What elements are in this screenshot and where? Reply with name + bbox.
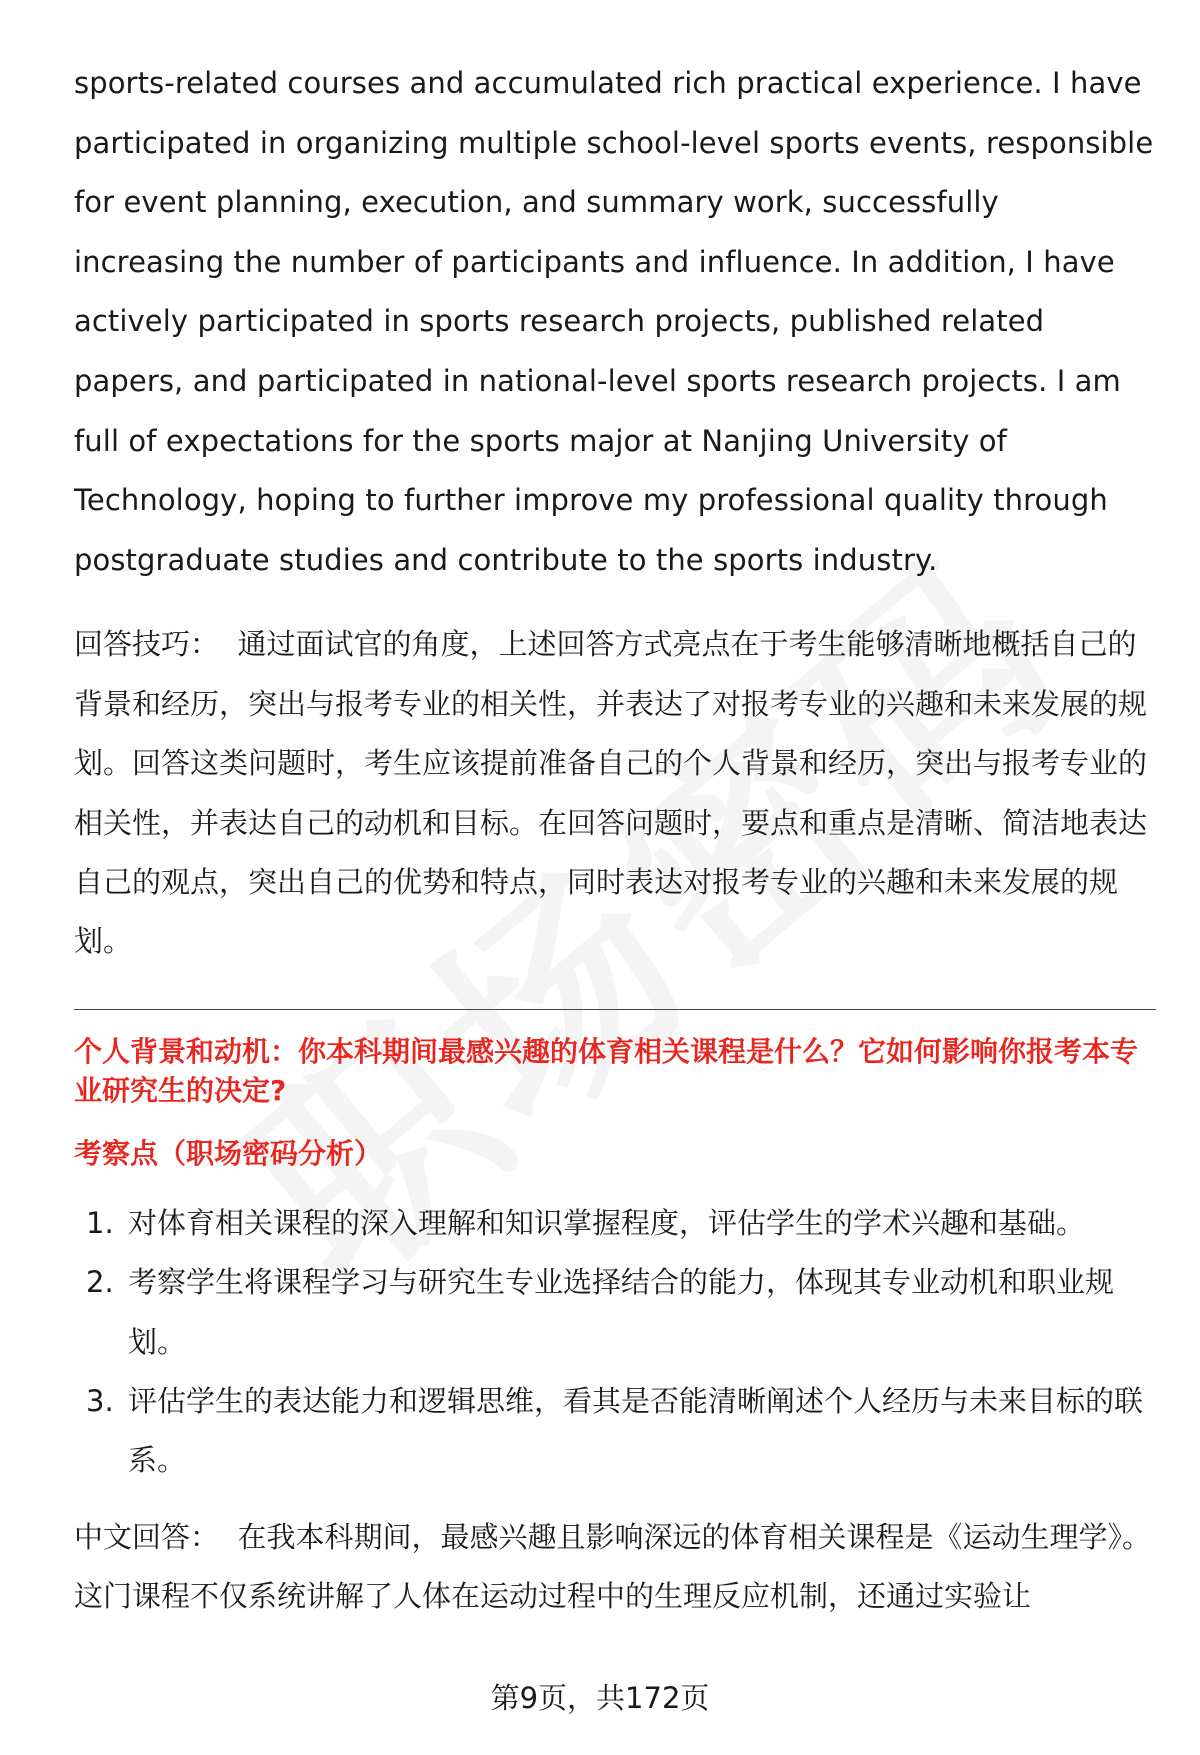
assessment-points-list	[74, 1194, 1156, 1491]
list-item-text: 评估学生的表达能力和逻辑思维，看其是否能清晰阐述个人经历与未来目标的联系。	[128, 1384, 1144, 1478]
list-item-text: 对体育相关课程的深入理解和知识掌握程度，评估学生的学术兴趣和基础。	[128, 1205, 1086, 1240]
list-item-text: 考察学生将课程学习与研究生专业选择结合的能力，体现其专业动机和职业规划。	[128, 1265, 1115, 1359]
list-item	[74, 1372, 1156, 1491]
section-title: 考察点（职场密码分析）	[74, 1136, 383, 1170]
page-number-footer: 第9页，共172页	[490, 1681, 710, 1715]
list-item-number: 2.	[86, 1265, 114, 1300]
list-item	[74, 1253, 1156, 1372]
list-item-number: 3.	[86, 1384, 114, 1418]
answer-tip-paragraph	[74, 615, 1156, 971]
page-content	[74, 54, 1156, 1627]
tip-text: 通过面试官的角度，上述回答方式亮点在于考生能够清晰地概括自己的背景和经历，突出与报考专业的相关性，并表达了对报考专业的兴趣和未来发展的规划。回答这类问题时，考生应该提前准备自己的个人背景和经历，突出与报考专业的相关性，并表达自己的动机和目标。在回答问题时，要点和重点是清晰、简洁地表达自己的观点，突出自己的优势和特点，同时表达对报考专业的兴趣和未来发展的规划。	[74, 627, 1148, 959]
question-heading: 个人背景和动机：你本科期间最感兴趣的体育相关课程是什么？它如何影响你报考本专业研究生的决定?	[74, 1034, 1139, 1107]
answer-label: 中文回答：	[74, 1519, 220, 1554]
english-answer-paragraph: sports-related courses and accumulated rich practical experience. I have participated in organizing multiple school-level sports events, responsible for event planning, execution, and summary work, successfully increasing the number of participants and influence. In addition, I have actively participated in sports research projects, published related papers, and participated in national-level sports research projects. I am full of expectations for the sports major at Nanjing University of Technology, hoping to further improve my professional quality through postgraduate studies and contribute to the sports industry.	[74, 66, 1154, 577]
section-divider	[74, 1009, 1156, 1010]
list-item-number: 1.	[86, 1205, 114, 1240]
tip-label: 回答技巧：	[74, 627, 220, 662]
answer-text: 在我本科期间，最感兴趣且影响深远的体育相关课程是《运动生理学》。这门课程不仅系统讲解了人体在运动过程中的生理反应机制，还通过实验让	[74, 1519, 1151, 1614]
list-item	[74, 1194, 1156, 1253]
chinese-answer-paragraph	[74, 1508, 1156, 1627]
